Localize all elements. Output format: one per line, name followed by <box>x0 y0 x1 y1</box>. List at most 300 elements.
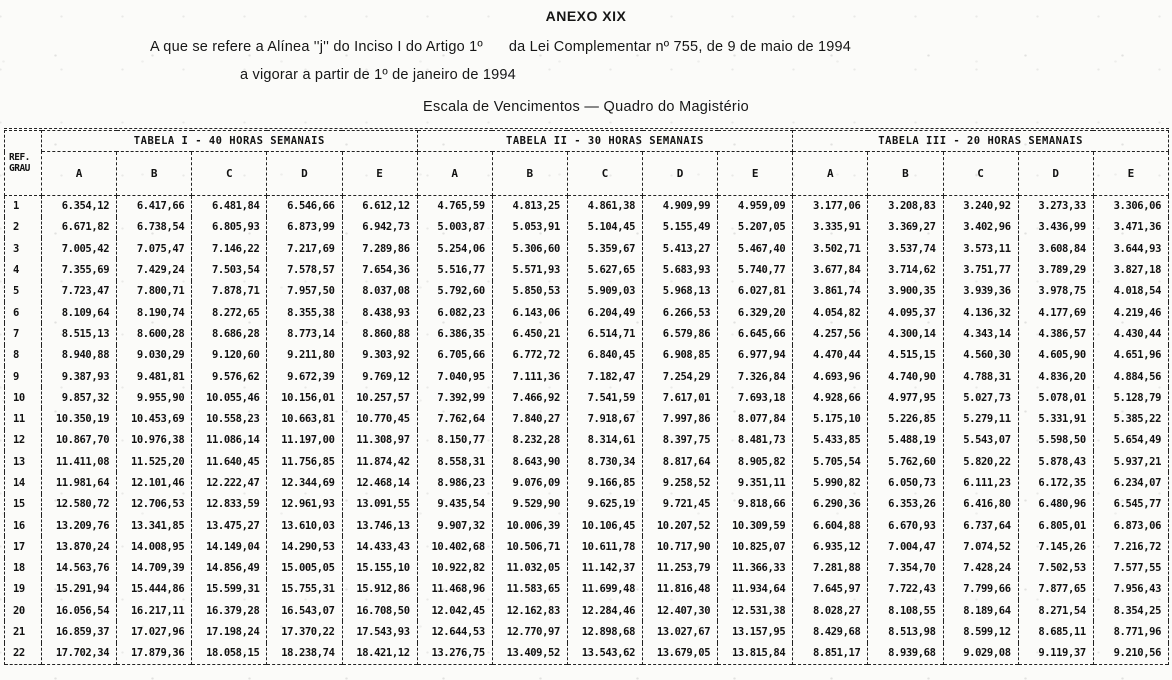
salary-value-cell: 3.827,18 <box>1093 259 1168 280</box>
salary-value-cell: 15.755,31 <box>267 579 342 600</box>
row-ref-grau: 18 <box>5 558 42 579</box>
salary-value-cell: 6.111,23 <box>943 472 1018 493</box>
salary-value-cell: 7.878,71 <box>192 281 267 302</box>
salary-value-cell: 4.470,44 <box>793 345 868 366</box>
salary-value-cell: 11.142,37 <box>567 558 642 579</box>
salary-value-cell: 12.580,72 <box>42 494 117 515</box>
salary-value-cell: 3.208,83 <box>868 196 943 217</box>
salary-value-cell: 11.253,79 <box>643 558 718 579</box>
salary-table-body <box>5 196 1169 665</box>
salary-value-cell: 12.407,30 <box>643 600 718 621</box>
salary-value-cell: 7.005,42 <box>42 238 117 259</box>
salary-value-cell: 4.605,90 <box>1018 345 1093 366</box>
salary-value-cell: 13.276,75 <box>417 643 492 664</box>
effective-date-line: a vigorar a partir de 1º de janeiro de 1994 <box>240 67 516 83</box>
salary-value-cell: 5.175,10 <box>793 408 868 429</box>
salary-value-cell: 7.997,86 <box>643 408 718 429</box>
salary-value-cell: 15.155,10 <box>342 558 417 579</box>
table-row <box>5 323 1169 344</box>
salary-value-cell: 3.573,11 <box>943 238 1018 259</box>
salary-value-cell: 7.654,36 <box>342 259 417 280</box>
salary-value-cell: 13.027,67 <box>643 621 718 642</box>
salary-value-cell: 9.769,12 <box>342 366 417 387</box>
salary-value-cell: 6.172,35 <box>1018 472 1093 493</box>
salary-value-cell: 9.857,32 <box>42 387 117 408</box>
salary-value-cell: 6.050,73 <box>868 472 943 493</box>
salary-value-cell: 8.860,88 <box>342 323 417 344</box>
salary-value-cell: 7.762,64 <box>417 408 492 429</box>
salary-value-cell: 6.290,36 <box>793 494 868 515</box>
salary-value-cell: 8.108,55 <box>868 600 943 621</box>
salary-value-cell: 5.654,49 <box>1093 430 1168 451</box>
group-titles-row <box>5 131 1169 152</box>
salary-value-cell: 4.257,56 <box>793 323 868 344</box>
salary-value-cell: 11.366,33 <box>718 558 793 579</box>
group-title-tabela-2: TABELA II - 30 HORAS SEMANAIS <box>417 131 793 152</box>
salary-value-cell: 7.217,69 <box>267 238 342 259</box>
salary-value-cell: 5.990,82 <box>793 472 868 493</box>
salary-value-cell: 13.746,13 <box>342 515 417 536</box>
table-row <box>5 472 1169 493</box>
row-ref-grau: 11 <box>5 408 42 429</box>
salary-value-cell: 14.856,49 <box>192 558 267 579</box>
row-ref-grau: 9 <box>5 366 42 387</box>
salary-value-cell: 12.531,38 <box>718 600 793 621</box>
salary-value-cell: 6.450,21 <box>492 323 567 344</box>
salary-value-cell: 4.177,69 <box>1018 302 1093 323</box>
column-letter-header: E <box>718 152 793 196</box>
row-ref-grau: 17 <box>5 536 42 557</box>
salary-table-head <box>5 131 1169 196</box>
salary-value-cell: 3.436,99 <box>1018 217 1093 238</box>
salary-value-cell: 3.335,91 <box>793 217 868 238</box>
salary-value-cell: 13.409,52 <box>492 643 567 664</box>
salary-value-cell: 9.076,09 <box>492 472 567 493</box>
salary-value-cell: 6.612,12 <box>342 196 417 217</box>
column-letter-header: C <box>943 152 1018 196</box>
salary-value-cell: 4.560,30 <box>943 345 1018 366</box>
salary-value-cell: 5.543,07 <box>943 430 1018 451</box>
salary-value-cell: 3.306,06 <box>1093 196 1168 217</box>
salary-value-cell: 4.836,20 <box>1018 366 1093 387</box>
salary-value-cell: 6.671,82 <box>42 217 117 238</box>
salary-value-cell: 13.157,95 <box>718 621 793 642</box>
row-ref-grau: 1 <box>5 196 42 217</box>
row-ref-grau: 21 <box>5 621 42 642</box>
salary-value-cell: 7.182,47 <box>567 366 642 387</box>
salary-value-cell: 12.284,46 <box>567 600 642 621</box>
salary-value-cell: 8.271,54 <box>1018 600 1093 621</box>
salary-value-cell: 7.254,29 <box>643 366 718 387</box>
salary-value-cell: 6.645,66 <box>718 323 793 344</box>
salary-value-cell: 7.216,72 <box>1093 536 1168 557</box>
salary-value-cell: 4.909,99 <box>643 196 718 217</box>
salary-value-cell: 11.756,85 <box>267 451 342 472</box>
salary-value-cell: 5.385,22 <box>1093 408 1168 429</box>
salary-value-cell: 9.481,81 <box>117 366 192 387</box>
salary-value-cell: 6.204,49 <box>567 302 642 323</box>
salary-value-cell: 5.254,06 <box>417 238 492 259</box>
salary-value-cell: 6.935,12 <box>793 536 868 557</box>
salary-value-cell: 10.257,57 <box>342 387 417 408</box>
column-letter-header: B <box>492 152 567 196</box>
salary-value-cell: 8.028,27 <box>793 600 868 621</box>
salary-value-cell: 6.604,88 <box>793 515 868 536</box>
salary-value-cell: 9.907,32 <box>417 515 492 536</box>
salary-value-cell: 5.488,19 <box>868 430 943 451</box>
salary-value-cell: 3.939,36 <box>943 281 1018 302</box>
salary-value-cell: 12.898,68 <box>567 621 642 642</box>
group-title-tabela-1: TABELA I - 40 HORAS SEMANAIS <box>42 131 418 152</box>
table-row <box>5 281 1169 302</box>
salary-value-cell: 10.309,59 <box>718 515 793 536</box>
salary-value-cell: 16.217,11 <box>117 600 192 621</box>
salary-value-cell: 5.207,05 <box>718 217 793 238</box>
salary-value-cell: 8.429,68 <box>793 621 868 642</box>
salary-value-cell: 7.645,97 <box>793 579 868 600</box>
salary-value-cell: 11.197,00 <box>267 430 342 451</box>
salary-value-cell: 4.740,90 <box>868 366 943 387</box>
salary-value-cell: 3.240,92 <box>943 196 1018 217</box>
salary-value-cell: 7.918,67 <box>567 408 642 429</box>
salary-value-cell: 10.350,19 <box>42 408 117 429</box>
salary-value-cell: 5.937,21 <box>1093 451 1168 472</box>
row-ref-grau: 6 <box>5 302 42 323</box>
salary-value-cell: 7.004,47 <box>868 536 943 557</box>
salary-value-cell: 4.386,57 <box>1018 323 1093 344</box>
row-ref-grau: 14 <box>5 472 42 493</box>
row-ref-grau: 19 <box>5 579 42 600</box>
salary-value-cell: 15.599,31 <box>192 579 267 600</box>
salary-value-cell: 9.672,39 <box>267 366 342 387</box>
salary-value-cell: 5.762,60 <box>868 451 943 472</box>
salary-value-cell: 10.770,45 <box>342 408 417 429</box>
salary-value-cell: 8.037,08 <box>342 281 417 302</box>
salary-value-cell: 8.643,90 <box>492 451 567 472</box>
salary-value-cell: 3.677,84 <box>793 259 868 280</box>
document-header <box>0 0 1172 115</box>
salary-value-cell: 15.444,86 <box>117 579 192 600</box>
salary-value-cell: 4.651,96 <box>1093 345 1168 366</box>
salary-value-cell: 17.879,36 <box>117 643 192 664</box>
salary-value-cell: 17.543,93 <box>342 621 417 642</box>
salary-value-cell: 13.091,55 <box>342 494 417 515</box>
salary-value-cell: 10.156,01 <box>267 387 342 408</box>
salary-value-cell: 11.583,65 <box>492 579 567 600</box>
column-letter-header: A <box>417 152 492 196</box>
salary-value-cell: 9.625,19 <box>567 494 642 515</box>
salary-value-cell: 8.730,34 <box>567 451 642 472</box>
column-letter-header: C <box>192 152 267 196</box>
table-row <box>5 643 1169 664</box>
salary-value-cell: 5.306,60 <box>492 238 567 259</box>
salary-value-cell: 5.128,79 <box>1093 387 1168 408</box>
salary-value-cell: 5.516,77 <box>417 259 492 280</box>
salary-value-cell: 8.599,12 <box>943 621 1018 642</box>
salary-value-cell: 5.433,85 <box>793 430 868 451</box>
salary-value-cell: 13.610,03 <box>267 515 342 536</box>
salary-value-cell: 3.751,77 <box>943 259 1018 280</box>
salary-value-cell: 5.820,22 <box>943 451 1018 472</box>
salary-value-cell: 7.429,24 <box>117 259 192 280</box>
salary-value-cell: 11.816,48 <box>643 579 718 600</box>
salary-value-cell: 7.957,50 <box>267 281 342 302</box>
salary-value-cell: 5.740,77 <box>718 259 793 280</box>
salary-value-cell: 4.054,82 <box>793 302 868 323</box>
salary-value-cell: 7.355,69 <box>42 259 117 280</box>
salary-value-cell: 6.143,06 <box>492 302 567 323</box>
salary-value-cell: 17.702,34 <box>42 643 117 664</box>
salary-value-cell: 5.359,67 <box>567 238 642 259</box>
table-row <box>5 408 1169 429</box>
row-ref-grau: 5 <box>5 281 42 302</box>
salary-value-cell: 11.525,20 <box>117 451 192 472</box>
salary-value-cell: 9.387,93 <box>42 366 117 387</box>
salary-value-cell: 10.867,70 <box>42 430 117 451</box>
salary-value-cell: 7.956,43 <box>1093 579 1168 600</box>
salary-value-cell: 3.273,33 <box>1018 196 1093 217</box>
salary-value-cell: 5.155,49 <box>643 217 718 238</box>
salary-value-cell: 5.792,60 <box>417 281 492 302</box>
column-letter-header: C <box>567 152 642 196</box>
salary-value-cell: 6.873,99 <box>267 217 342 238</box>
salary-value-cell: 4.515,15 <box>868 345 943 366</box>
row-ref-grau: 7 <box>5 323 42 344</box>
salary-value-cell: 10.558,23 <box>192 408 267 429</box>
salary-value-cell: 10.106,45 <box>567 515 642 536</box>
salary-value-cell: 5.878,43 <box>1018 451 1093 472</box>
salary-value-cell: 6.805,93 <box>192 217 267 238</box>
salary-value-cell: 9.955,90 <box>117 387 192 408</box>
salary-value-cell: 7.281,88 <box>793 558 868 579</box>
table-row <box>5 366 1169 387</box>
table-row <box>5 238 1169 259</box>
salary-value-cell: 13.815,84 <box>718 643 793 664</box>
salary-value-cell: 13.543,62 <box>567 643 642 664</box>
salary-value-cell: 10.825,07 <box>718 536 793 557</box>
salary-value-cell: 4.300,14 <box>868 323 943 344</box>
row-ref-grau: 2 <box>5 217 42 238</box>
salary-value-cell: 12.162,83 <box>492 600 567 621</box>
salary-value-cell: 6.805,01 <box>1018 515 1093 536</box>
salary-value-cell: 7.466,92 <box>492 387 567 408</box>
salary-value-cell: 11.468,96 <box>417 579 492 600</box>
salary-value-cell: 15.912,86 <box>342 579 417 600</box>
salary-value-cell: 7.617,01 <box>643 387 718 408</box>
ref-grau-header <box>5 131 42 196</box>
salary-value-cell: 7.146,22 <box>192 238 267 259</box>
ref-header-line1: REF. <box>9 152 30 163</box>
salary-value-cell: 8.773,14 <box>267 323 342 344</box>
salary-value-cell: 17.370,22 <box>267 621 342 642</box>
salary-value-cell: 4.813,25 <box>492 196 567 217</box>
salary-value-cell: 4.136,32 <box>943 302 1018 323</box>
salary-value-cell: 10.207,52 <box>643 515 718 536</box>
salary-value-cell: 8.939,68 <box>868 643 943 664</box>
salary-value-cell: 16.543,07 <box>267 600 342 621</box>
salary-value-cell: 6.840,45 <box>567 345 642 366</box>
salary-value-cell: 11.699,48 <box>567 579 642 600</box>
salary-value-cell: 12.101,46 <box>117 472 192 493</box>
row-ref-grau: 15 <box>5 494 42 515</box>
salary-value-cell: 8.438,93 <box>342 302 417 323</box>
salary-value-cell: 9.351,11 <box>718 472 793 493</box>
salary-value-cell: 6.545,77 <box>1093 494 1168 515</box>
salary-value-cell: 8.686,28 <box>192 323 267 344</box>
salary-value-cell: 16.379,28 <box>192 600 267 621</box>
table-row <box>5 515 1169 536</box>
reference-line-part2: da Lei Complementar nº 755, de 9 de maio de 1994 <box>508 39 852 55</box>
salary-value-cell: 7.693,18 <box>718 387 793 408</box>
table-row <box>5 451 1169 472</box>
row-ref-grau: 4 <box>5 259 42 280</box>
salary-value-cell: 7.799,66 <box>943 579 1018 600</box>
salary-value-cell: 7.800,71 <box>117 281 192 302</box>
salary-value-cell: 10.663,81 <box>267 408 342 429</box>
salary-value-cell: 8.986,23 <box>417 472 492 493</box>
column-letter-header: E <box>342 152 417 196</box>
salary-value-cell: 6.546,66 <box>267 196 342 217</box>
salary-value-cell: 8.077,84 <box>718 408 793 429</box>
salary-value-cell: 12.833,59 <box>192 494 267 515</box>
salary-value-cell: 18.058,15 <box>192 643 267 664</box>
salary-value-cell: 11.308,97 <box>342 430 417 451</box>
column-letter-header: E <box>1093 152 1168 196</box>
table-row <box>5 302 1169 323</box>
table-row <box>5 259 1169 280</box>
salary-value-cell: 5.027,73 <box>943 387 1018 408</box>
salary-value-cell: 8.817,64 <box>643 451 718 472</box>
salary-value-cell: 7.723,47 <box>42 281 117 302</box>
salary-value-cell: 6.908,85 <box>643 345 718 366</box>
salary-value-cell: 7.074,52 <box>943 536 1018 557</box>
salary-value-cell: 9.303,92 <box>342 345 417 366</box>
salary-value-cell: 3.537,74 <box>868 238 943 259</box>
salary-value-cell: 4.977,95 <box>868 387 943 408</box>
salary-value-cell: 7.541,59 <box>567 387 642 408</box>
salary-value-cell: 7.145,26 <box>1018 536 1093 557</box>
salary-value-cell: 11.086,14 <box>192 430 267 451</box>
salary-value-cell: 3.789,29 <box>1018 259 1093 280</box>
salary-value-cell: 6.354,12 <box>42 196 117 217</box>
salary-value-cell: 8.109,64 <box>42 302 117 323</box>
salary-value-cell: 6.942,73 <box>342 217 417 238</box>
salary-value-cell: 8.190,74 <box>117 302 192 323</box>
salary-value-cell: 9.818,66 <box>718 494 793 515</box>
salary-value-cell: 11.411,08 <box>42 451 117 472</box>
salary-value-cell: 7.502,53 <box>1018 558 1093 579</box>
salary-value-cell: 4.959,09 <box>718 196 793 217</box>
salary-value-cell: 12.770,97 <box>492 621 567 642</box>
salary-value-cell: 3.502,71 <box>793 238 868 259</box>
salary-value-cell: 6.873,06 <box>1093 515 1168 536</box>
salary-value-cell: 8.272,65 <box>192 302 267 323</box>
salary-value-cell: 12.644,53 <box>417 621 492 642</box>
salary-value-cell: 4.928,66 <box>793 387 868 408</box>
salary-value-cell: 14.149,04 <box>192 536 267 557</box>
salary-value-cell: 10.611,78 <box>567 536 642 557</box>
salary-value-cell: 12.222,47 <box>192 472 267 493</box>
salary-value-cell: 14.290,53 <box>267 536 342 557</box>
salary-value-cell: 7.354,70 <box>868 558 943 579</box>
salary-value-cell: 7.577,55 <box>1093 558 1168 579</box>
salary-value-cell: 13.341,85 <box>117 515 192 536</box>
table-row <box>5 579 1169 600</box>
salary-value-cell: 11.640,45 <box>192 451 267 472</box>
salary-value-cell: 9.258,52 <box>643 472 718 493</box>
salary-value-cell: 5.598,50 <box>1018 430 1093 451</box>
column-letter-header: B <box>868 152 943 196</box>
table-row <box>5 430 1169 451</box>
salary-value-cell: 12.042,45 <box>417 600 492 621</box>
column-letter-header: D <box>643 152 718 196</box>
salary-value-cell: 9.529,90 <box>492 494 567 515</box>
salary-value-cell: 15.291,94 <box>42 579 117 600</box>
salary-value-cell: 11.874,42 <box>342 451 417 472</box>
salary-value-cell: 17.027,96 <box>117 621 192 642</box>
salary-value-cell: 7.722,43 <box>868 579 943 600</box>
salary-value-cell: 8.515,13 <box>42 323 117 344</box>
salary-value-cell: 9.119,37 <box>1018 643 1093 664</box>
salary-value-cell: 16.859,37 <box>42 621 117 642</box>
salary-value-cell: 5.078,01 <box>1018 387 1093 408</box>
salary-value-cell: 6.266,53 <box>643 302 718 323</box>
salary-value-cell: 9.435,54 <box>417 494 492 515</box>
salary-value-cell: 7.428,24 <box>943 558 1018 579</box>
salary-value-cell: 17.198,24 <box>192 621 267 642</box>
row-ref-grau: 3 <box>5 238 42 259</box>
salary-value-cell: 3.608,84 <box>1018 238 1093 259</box>
table-title: Escala de Vencimentos — Quadro do Magistério <box>423 99 749 115</box>
salary-table <box>4 130 1169 665</box>
salary-value-cell: 10.922,82 <box>417 558 492 579</box>
salary-value-cell: 7.111,36 <box>492 366 567 387</box>
salary-value-cell: 16.056,54 <box>42 600 117 621</box>
salary-value-cell: 14.008,95 <box>117 536 192 557</box>
reference-line <box>150 39 1172 55</box>
salary-value-cell: 8.189,64 <box>943 600 1018 621</box>
salary-value-cell: 6.481,84 <box>192 196 267 217</box>
row-ref-grau: 10 <box>5 387 42 408</box>
salary-value-cell: 18.421,12 <box>342 643 417 664</box>
salary-value-cell: 9.721,45 <box>643 494 718 515</box>
column-letters-row <box>5 152 1169 196</box>
salary-value-cell: 10.055,46 <box>192 387 267 408</box>
salary-value-cell: 6.027,81 <box>718 281 793 302</box>
salary-value-cell: 8.314,61 <box>567 430 642 451</box>
salary-value-cell: 5.413,27 <box>643 238 718 259</box>
salary-value-cell: 6.416,80 <box>943 494 1018 515</box>
salary-value-cell: 9.120,60 <box>192 345 267 366</box>
salary-value-cell: 7.392,99 <box>417 387 492 408</box>
salary-value-cell: 5.968,13 <box>643 281 718 302</box>
salary-value-cell: 7.877,65 <box>1018 579 1093 600</box>
salary-value-cell: 7.075,47 <box>117 238 192 259</box>
salary-value-cell: 12.961,93 <box>267 494 342 515</box>
salary-value-cell: 10.006,39 <box>492 515 567 536</box>
salary-value-cell: 10.402,68 <box>417 536 492 557</box>
row-ref-grau: 8 <box>5 345 42 366</box>
salary-value-cell: 9.210,56 <box>1093 643 1168 664</box>
salary-value-cell: 6.480,96 <box>1018 494 1093 515</box>
salary-value-cell: 8.355,38 <box>267 302 342 323</box>
salary-value-cell: 8.905,82 <box>718 451 793 472</box>
salary-value-cell: 6.082,23 <box>417 302 492 323</box>
salary-value-cell: 8.150,77 <box>417 430 492 451</box>
salary-value-cell: 7.503,54 <box>192 259 267 280</box>
salary-value-cell: 9.166,85 <box>567 472 642 493</box>
salary-value-cell: 5.683,93 <box>643 259 718 280</box>
